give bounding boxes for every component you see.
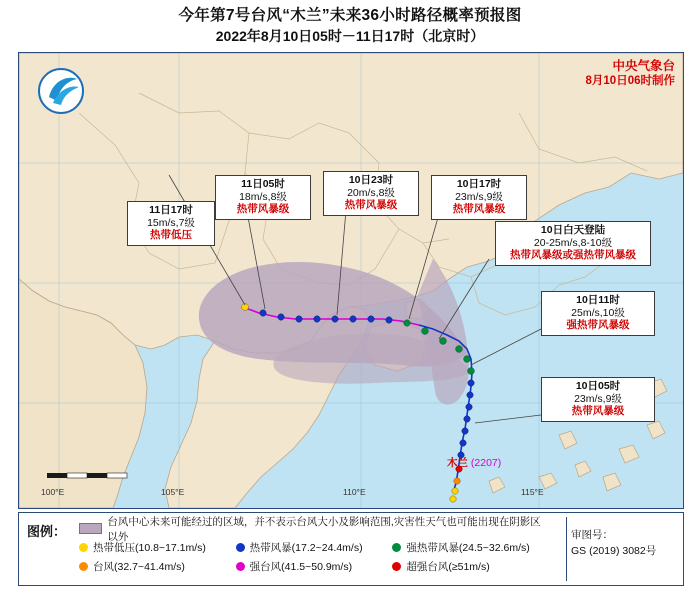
super-typhoon-swatch [392,562,401,571]
storm-number: (2207) [470,457,502,469]
callout-time: 10日05时 [575,380,621,392]
legend-row-1 [79,538,549,557]
approval-label: 审图号： [571,529,613,541]
callout-category: 热带风暴级 [452,203,506,215]
callout-wind: 20-25m/s,8-10级 [533,236,613,249]
legend-shade-note: 台风中心未来可能经过的区域，并不表示台风大小及影响范围,灾害性天气也可能出现在阴影区以外 [107,515,541,543]
legend-label: 热带低压(10.8~17.1m/s) [93,542,206,554]
legend-rows [79,515,549,576]
callout-10-23[interactable] [323,171,419,216]
legend-row-shade [79,515,549,543]
callout-10-11[interactable] [541,291,655,336]
callout-time: 11日17时 [149,204,193,216]
legend-panel [18,512,684,586]
callout-wind: 23m/s,9级 [574,392,622,405]
map-canvas[interactable] [19,53,683,508]
severe-typhoon-swatch [236,562,245,571]
legend-item-tropical-depression [79,540,236,555]
legend-label: 超强台风(≥51m/s) [406,561,490,573]
map-frame[interactable] [18,52,684,509]
legend-item-super-typhoon [392,559,549,574]
callout-wind: 25m/s,10级 [571,306,625,319]
org-issue-time: 8月10日06时制作 [585,75,675,87]
callout-11-17[interactable] [127,201,215,246]
callout-category: 热带低压 [150,229,192,241]
callout-wind: 18m/s,8级 [239,190,287,203]
callout-10-05[interactable] [541,377,655,422]
storm-name-label [447,455,501,470]
callout-time: 10日11时 [576,294,620,306]
legend-item-tropical-storm [236,540,393,555]
callout-category: 强热带风暴级 [566,319,630,331]
callout-wind: 20m/s,8级 [347,186,395,199]
map-vector-layer [19,53,683,508]
issuing-organization [586,59,675,89]
callout-category: 热带风暴级或强热带风暴级 [510,249,636,261]
typhoon-swatch [79,562,88,571]
legend-item-severe-tropical-storm [392,540,549,555]
shaded-area-swatch [79,523,102,534]
callout-category: 热带风暴级 [344,199,398,211]
storm-name: 木兰 [447,457,468,469]
severe-tropical-storm-swatch [392,543,401,552]
legend-label: 强热带风暴(24.5~32.6m/s) [406,542,530,554]
callout-category: 热带风暴级 [236,203,290,215]
callout-time: 10日白天登陆 [540,224,606,236]
axis-label-lon-105e: 105°E [161,487,185,497]
callout-time: 11日05时 [241,178,285,190]
callout-time: 10日17时 [456,178,502,190]
callout-time: 10日23时 [348,174,394,186]
callout-11-05[interactable] [215,175,311,220]
tropical-depression-swatch [79,543,88,552]
org-name: 中央气象台 [612,59,675,73]
legend-label: 台风(32.7~41.4m/s) [93,561,185,573]
axis-label-lon-100e: 100°E [41,487,65,497]
axis-label-lon-115e: 115°E [521,487,544,497]
legend-label: 热带风暴(17.2~24.4m/s) [249,542,363,554]
legend-divider [566,517,567,581]
legend-label: 强台风(41.5~50.9m/s) [249,561,353,573]
approval-number: GS (2019) 3082号 [571,545,657,557]
legend-title: 图例： [27,524,67,539]
legend-item-shade [79,514,549,544]
page-title [0,6,700,46]
callout-wind: 15m/s,7级 [147,216,195,229]
title-line-1: 今年第7号台风“木兰”未来36小时路径概率预报图 [178,7,522,24]
callout-landfall[interactable] [495,221,651,266]
legend-row-2 [79,557,549,576]
title-line-2: 2022年8月10日05时－11日17时（北京时） [215,28,485,44]
approval-block [571,527,675,559]
legend-item-severe-typhoon [236,559,393,574]
callout-category: 热带风暴级 [571,405,625,417]
legend-item-typhoon [79,559,236,574]
callout-10-17[interactable] [431,175,527,220]
callout-wind: 23m/s,9级 [455,190,503,203]
tropical-storm-swatch [236,543,245,552]
axis-label-lon-110e: 110°E [343,487,366,497]
